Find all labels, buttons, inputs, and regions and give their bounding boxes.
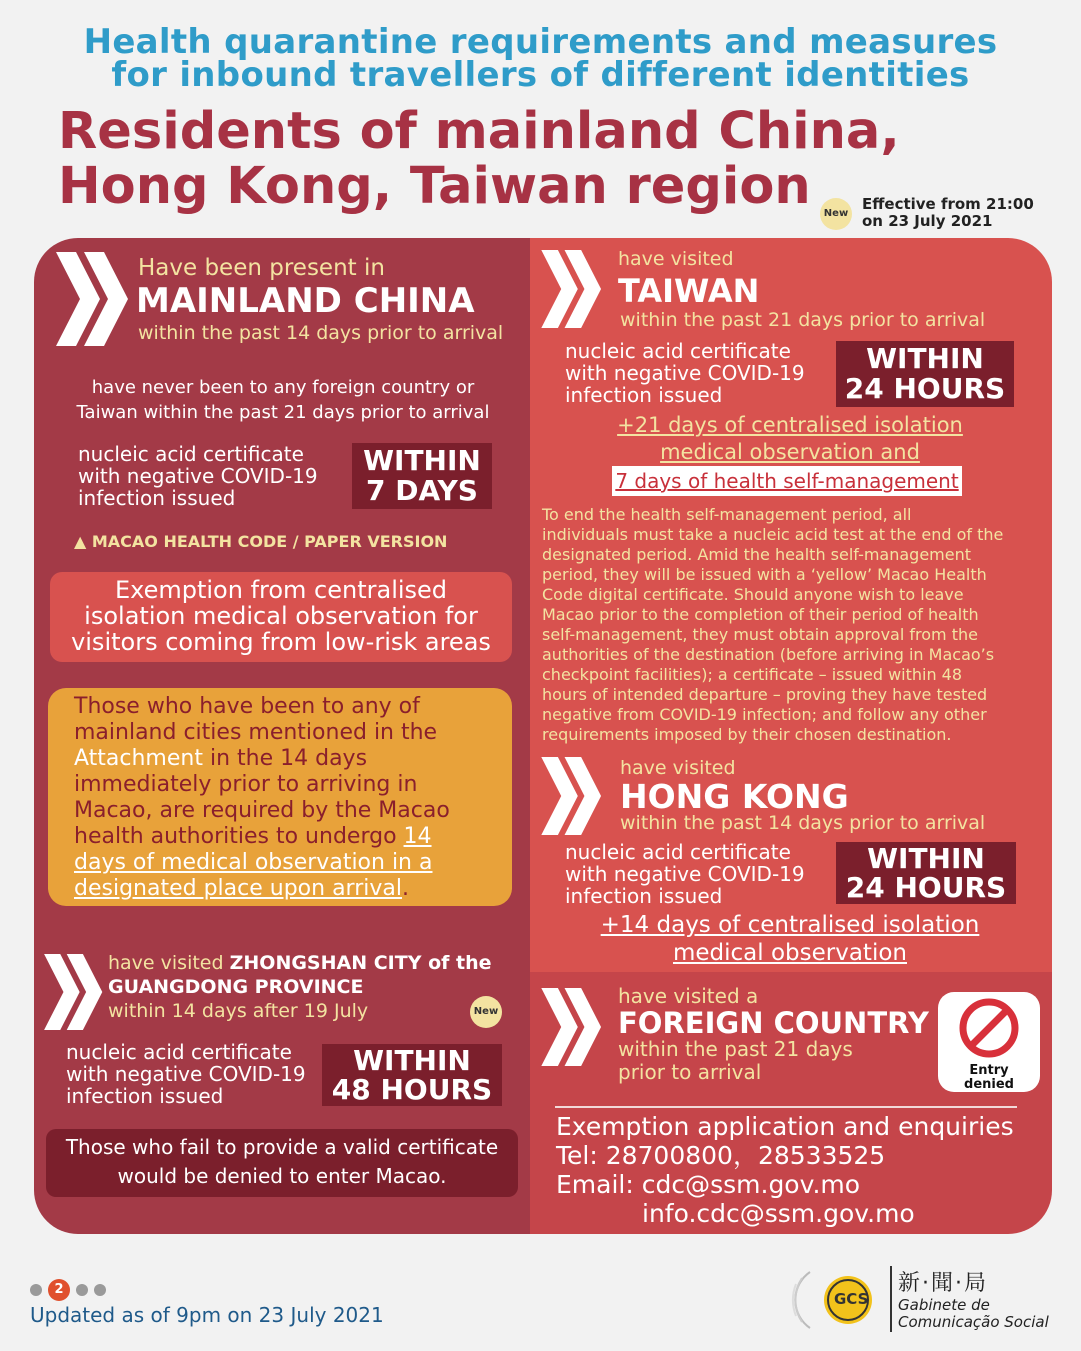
cert-line-3: infection issued	[66, 1084, 224, 1108]
never-line-1: have never been to any foreign country or	[91, 377, 475, 398]
orange-line-6b: 14	[403, 824, 432, 849]
main-title	[0, 22, 1081, 95]
hongkong-pre: have visited	[620, 757, 736, 779]
page-dot[interactable]	[30, 1284, 42, 1296]
orange-line-6	[74, 824, 512, 850]
subtitle	[58, 104, 900, 214]
page-dot-active[interactable]: 2	[48, 1279, 70, 1301]
self-management-box: 7 days of health self-management	[612, 466, 962, 496]
taiwan-isolation	[540, 412, 1040, 466]
zhongshan-post: within 14 days after 19 July	[108, 1000, 369, 1022]
contact-block	[556, 1112, 1014, 1228]
paragraph-line: designated period. Amid the health self-management	[542, 545, 972, 564]
paragraph-line: hours of intended departure – proving they have tested	[542, 685, 988, 704]
orange-line-8a: designated place upon arrival	[74, 876, 402, 901]
logo-divider	[890, 1266, 892, 1332]
orange-line-4: immediately prior to arriving in	[74, 772, 418, 797]
effective-line-2: on 23 July 2021	[862, 212, 993, 230]
divider	[555, 1106, 1017, 1108]
mainland-pre: Have been present in	[138, 255, 385, 281]
hongkong-isolation	[540, 911, 1040, 967]
orange-line-5: Macao, are required by the Macao	[74, 798, 450, 823]
cert-line-3: infection issued	[565, 383, 723, 407]
orange-line-3	[74, 746, 512, 772]
page-dot[interactable]	[76, 1284, 88, 1296]
iso-line-2: medical observation and	[660, 440, 920, 464]
self-management-paragraph	[542, 505, 1047, 745]
within-48-hours-box	[322, 1044, 502, 1106]
new-badge: New	[470, 996, 502, 1028]
within-line-2: 24 HOURS	[845, 871, 1007, 904]
within-line-1: WITHIN	[867, 842, 985, 875]
within-line-2: 7 DAYS	[366, 474, 478, 507]
page-dot[interactable]	[94, 1284, 106, 1296]
orange-line-2: mainland cities mentioned in the	[74, 720, 438, 745]
title-line-1: Health quarantine requirements and measures	[83, 22, 998, 62]
chevron-icon	[44, 954, 104, 1030]
title-line-2: for inbound travellers of different identities	[111, 55, 970, 95]
zhongshan-heading	[108, 951, 492, 1023]
subtitle-line-2: Hong Kong, Taiwan region	[58, 157, 811, 216]
within-line-2: 24 HOURS	[844, 372, 1006, 405]
updated-date: Updated as of 9pm on 23 July 2021	[30, 1303, 384, 1327]
mainland-never	[40, 375, 526, 425]
hongkong-place: HONG KONG	[620, 777, 849, 816]
taiwan-post: within the past 21 days prior to arrival	[620, 309, 986, 331]
within-24-hours-box	[836, 842, 1016, 904]
orange-line-3b: in the 14 days	[202, 746, 368, 771]
zhongshan-place-2: GUANGDONG PROVINCE	[108, 976, 364, 998]
paragraph-line: Macao prior to the completion of their period of health	[542, 605, 979, 624]
foreign-post-1: within the past 21 days	[618, 1037, 853, 1061]
within-line-1: WITHIN	[363, 444, 481, 477]
within-line-2: 48 HOURS	[331, 1073, 493, 1106]
exemption-line-1: Exemption from centralised	[114, 576, 448, 604]
within-24-hours-box	[836, 341, 1014, 407]
foreign-post-2: prior to arrival	[618, 1060, 762, 1084]
contact-phone[interactable]: Tel: 28700800，28533525	[556, 1141, 886, 1170]
entry-line-1: Entry	[969, 1063, 1009, 1078]
gcs-logo	[790, 1262, 890, 1338]
no-entry-icon	[938, 992, 1040, 1062]
foreign-post	[618, 1038, 853, 1084]
iso-line-1: +21 days of centralised isolation	[617, 413, 963, 437]
chevron-icon	[540, 988, 604, 1066]
iso-line-2: medical observation	[672, 940, 907, 966]
exemption-line-2: isolation medical observation for	[84, 602, 478, 630]
foreign-pre: have visited a	[618, 984, 759, 1008]
cert-line-2: with negative COVID-19	[66, 1062, 306, 1086]
paragraph-line: negative from COVID-19 infection; and follow any other	[542, 705, 987, 724]
gov-pt-2: Comunicação Social	[898, 1313, 1049, 1331]
page-indicator	[30, 1279, 112, 1301]
cert-line-1: nucleic acid certificate	[78, 442, 304, 466]
cert-line-1: nucleic acid certificate	[565, 339, 791, 363]
within-7-days-box	[352, 443, 492, 509]
gcs-letters: GCS	[834, 1290, 869, 1308]
zhongshan-cert	[66, 1041, 306, 1107]
entry-denied-label	[938, 1064, 1040, 1092]
denied-notice-box	[46, 1129, 518, 1197]
cert-line-3: infection issued	[565, 884, 723, 908]
mainland-cert	[78, 443, 318, 509]
attachment-link[interactable]: Attachment	[74, 746, 203, 771]
entry-line-2: denied	[964, 1077, 1014, 1092]
gov-chinese: 新·聞·局	[898, 1271, 988, 1296]
subtitle-line-1: Residents of mainland China,	[58, 102, 900, 161]
contact-email-2[interactable]: info.cdc@ssm.gov.mo	[642, 1199, 915, 1228]
macao-health-code: ▲ MACAO HEALTH CODE / PAPER VERSION	[74, 532, 448, 551]
orange-line-8	[74, 876, 512, 902]
never-line-2: Taiwan within the past 21 days prior to arrival	[76, 402, 490, 423]
entry-denied-sign	[938, 992, 1040, 1092]
cert-line-1: nucleic acid certificate	[66, 1040, 292, 1064]
new-badge: New	[820, 198, 852, 230]
taiwan-cert	[565, 340, 805, 406]
fail-line-1: Those who fail to provide a valid certificate	[65, 1135, 499, 1159]
gov-name	[898, 1266, 1049, 1331]
paragraph-line: Code digital certificate. Should anyone wish to leave	[542, 585, 964, 604]
zhongshan-place-1: ZHONGSHAN CITY of the	[229, 952, 492, 974]
taiwan-pre: have visited	[618, 248, 734, 270]
within-line-1: WITHIN	[353, 1044, 471, 1077]
paragraph-line: individuals must take a nucleic acid test at the end of the	[542, 525, 1004, 544]
gov-pt-1: Gabinete de	[898, 1296, 990, 1314]
paragraph-line: self-management, they must obtain approval from the	[542, 625, 978, 644]
orange-line-7: days of medical observation in a	[74, 850, 433, 875]
chevron-icon	[540, 757, 604, 835]
exemption-box	[50, 572, 512, 662]
contact-email-1[interactable]: Email: cdc@ssm.gov.mo	[556, 1170, 861, 1199]
cert-line-3: infection issued	[78, 486, 236, 510]
within-line-1: WITHIN	[866, 342, 984, 375]
zhongshan-pre: have visited	[108, 952, 230, 974]
paragraph-line: period, they will be issued with a ‘yellow’ Macao Health	[542, 565, 987, 584]
effective-line-1: Effective from 21:00	[862, 195, 1034, 213]
cert-line-2: with negative COVID-19	[565, 862, 805, 886]
paragraph-line: authorities of the destination (before arriving in Macao’s	[542, 645, 995, 664]
cert-line-2: with negative COVID-19	[78, 464, 318, 488]
contact-heading: Exemption application and enquiries	[556, 1112, 1014, 1141]
chevron-icon	[56, 252, 130, 346]
chevron-icon	[540, 250, 604, 328]
mainland-place: MAINLAND CHINA	[136, 281, 475, 321]
fail-line-2: would be denied to enter Macao.	[117, 1164, 447, 1188]
cert-line-1: nucleic acid certificate	[565, 840, 791, 864]
orange-line-8-end: .	[401, 876, 409, 901]
hongkong-cert	[565, 841, 805, 907]
iso-line-1: +14 days of centralised isolation	[600, 912, 980, 938]
paragraph-line: To end the health self-management period, all	[542, 505, 912, 524]
paragraph-line: checkpoint facilities); a certificate – issued within 48	[542, 665, 963, 684]
hongkong-post: within the past 14 days prior to arrival	[620, 812, 986, 834]
paragraph-line: requirements imposed by their chosen destination.	[542, 725, 952, 744]
orange-line-1: Those who have been to any of	[74, 694, 420, 719]
cert-line-2: with negative COVID-19	[565, 361, 805, 385]
taiwan-place: TAIWAN	[618, 272, 760, 310]
exemption-line-3: visitors coming from low-risk areas	[71, 628, 491, 656]
orange-line-6a: health authorities to undergo	[74, 824, 404, 849]
mainland-post: within the past 14 days prior to arrival	[138, 322, 504, 344]
foreign-place: FOREIGN COUNTRY	[618, 1006, 929, 1040]
attachment-notice-box	[48, 688, 512, 906]
